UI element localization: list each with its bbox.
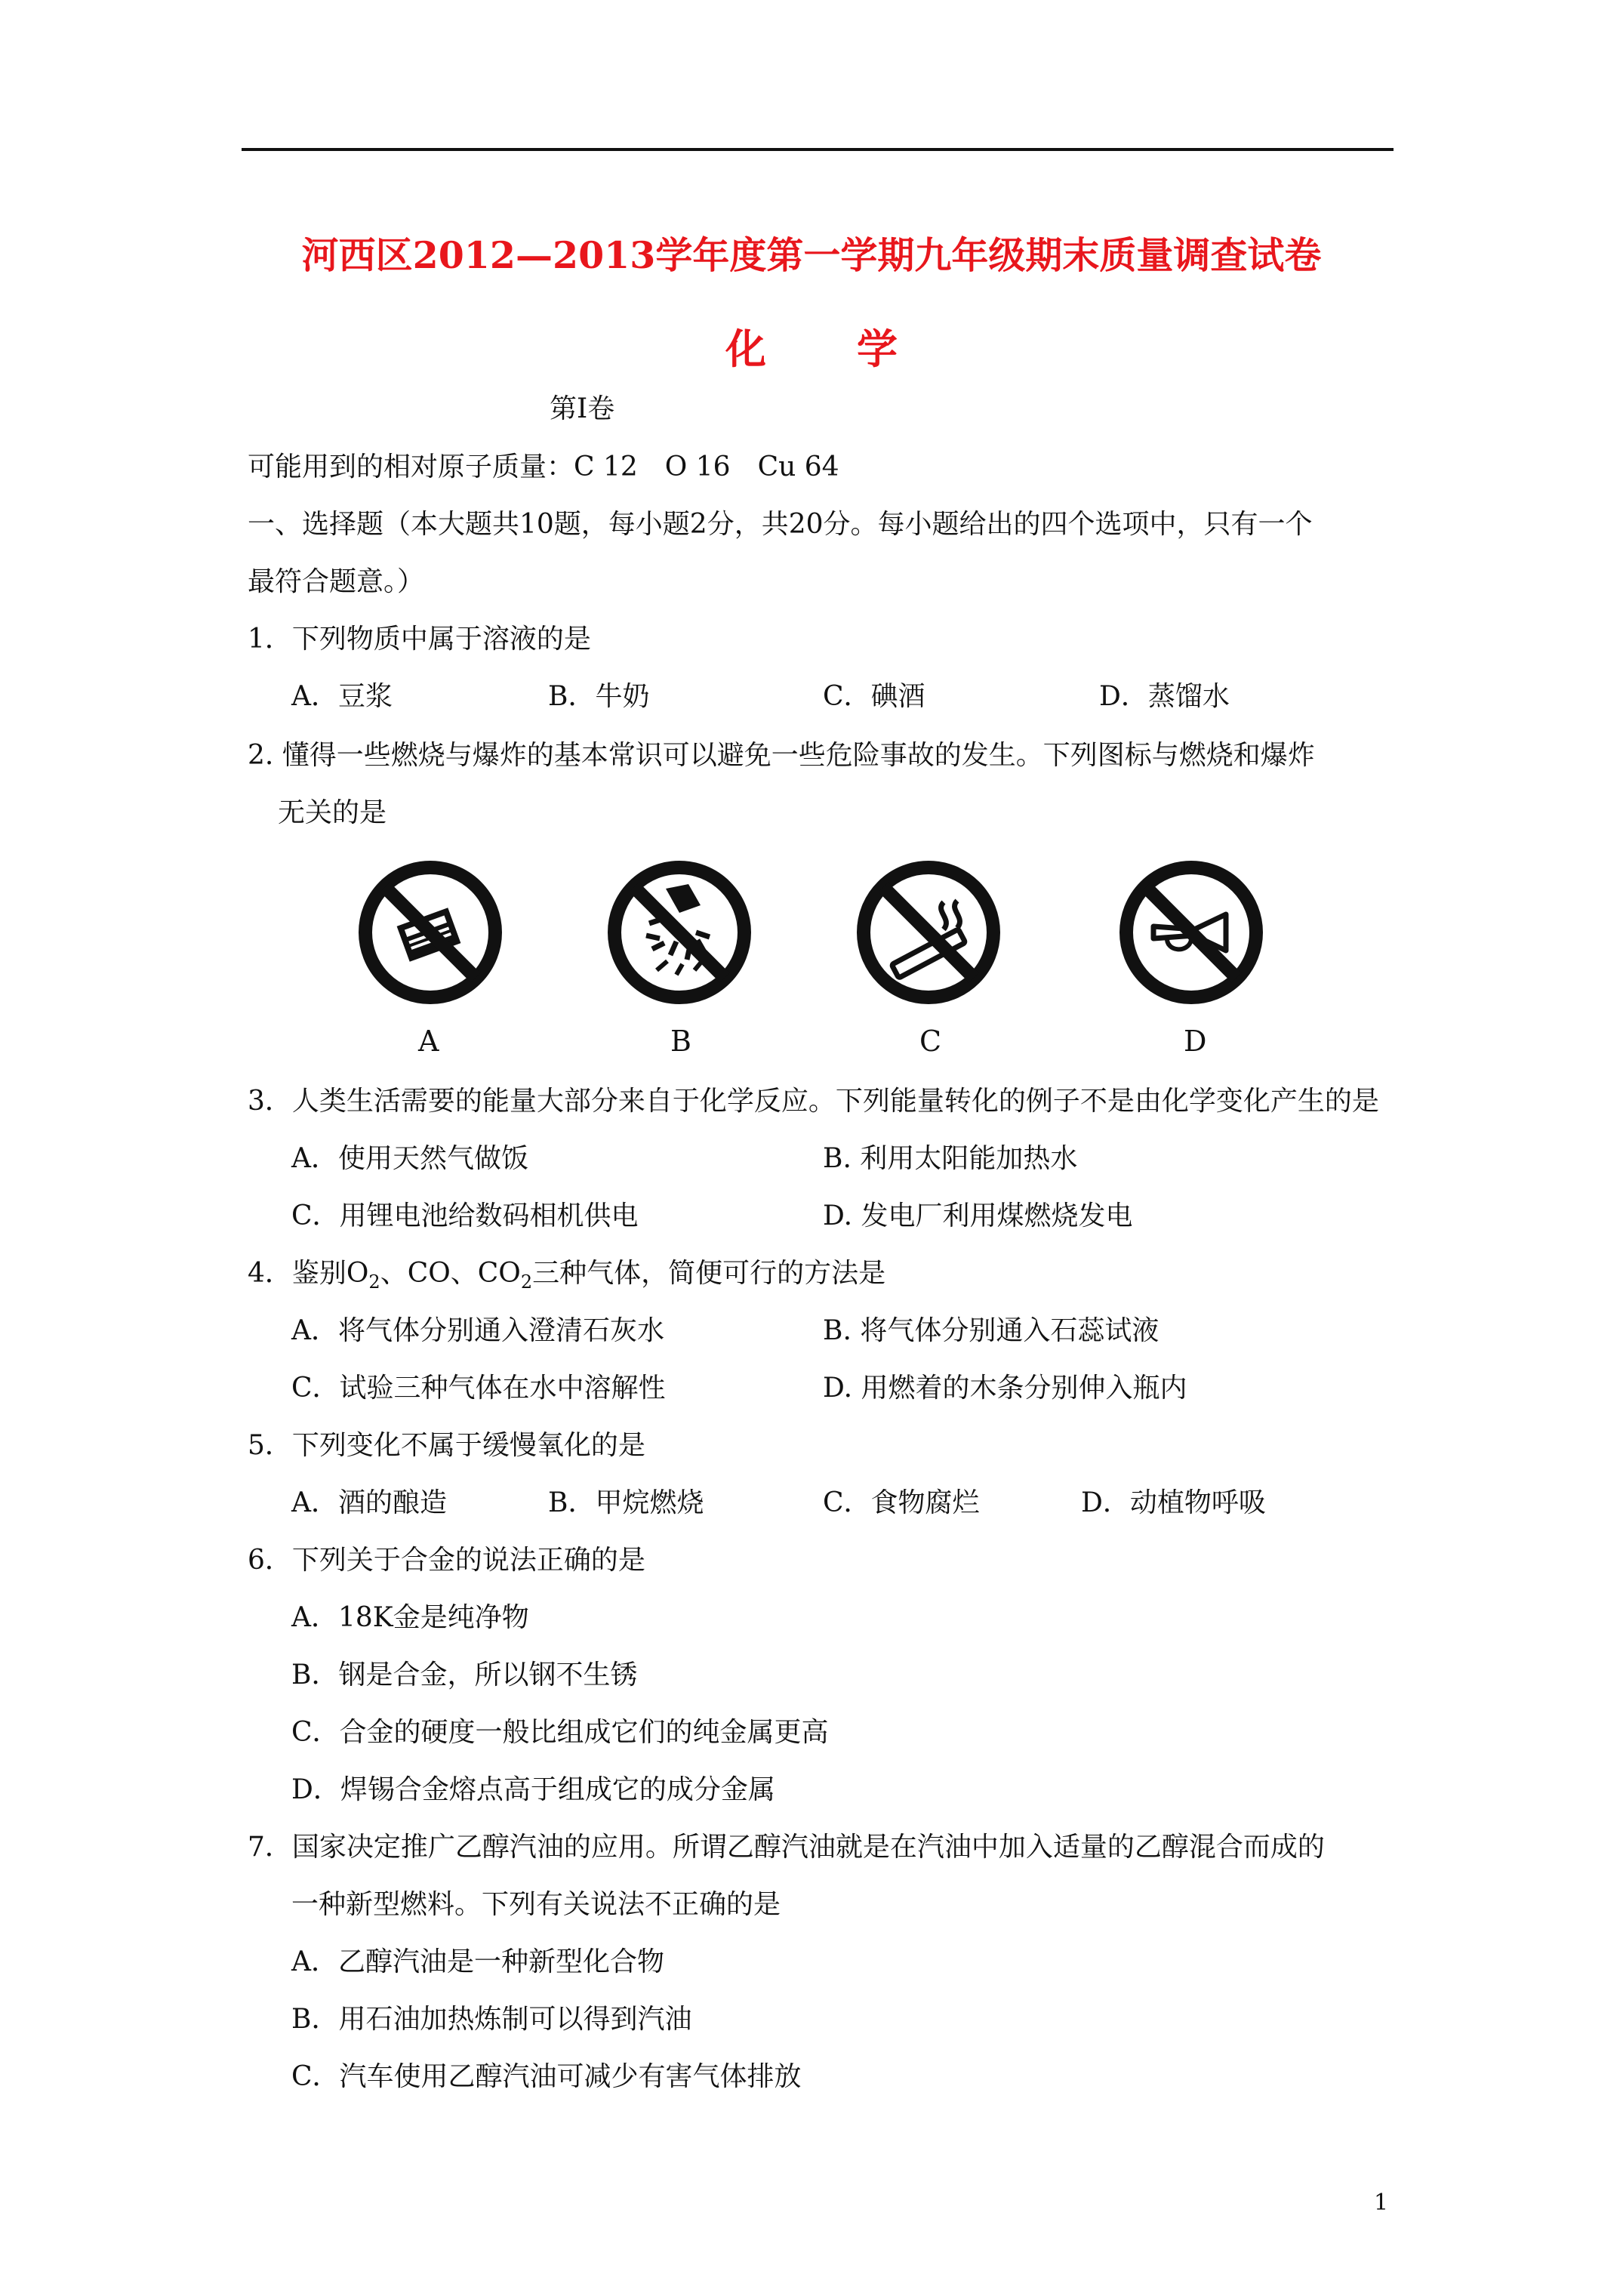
- subject-left: 化: [725, 325, 766, 373]
- no-horn-icon: [1116, 857, 1267, 1008]
- q6-option-d: D．焊锡合金熔点高于组成它的成分金属: [291, 1774, 775, 1805]
- q7-stem-1: 7．国家决定推广乙醇汽油的应用。所谓乙醇汽油就是在汽油中加入适量的乙醇混合而成的: [248, 1832, 1325, 1863]
- q7-option-c: C．汽车使用乙醇汽油可减少有害气体排放: [291, 2061, 802, 2092]
- q7-option-b: B．用石油加热炼制可以得到汽油: [291, 2004, 692, 2035]
- subject-right: 学: [857, 325, 898, 373]
- q2-label-c: C: [919, 1025, 942, 1058]
- q4-option-c: C．试验三种气体在水中溶解性: [291, 1373, 666, 1404]
- no-fireworks-icon: [604, 857, 755, 1008]
- no-smoking-icon: [853, 857, 1004, 1008]
- section-intro-1: 一、选择题（本大题共10题，每小题2分，共20分。每小题给出的四个选项中，只有一个: [248, 509, 1313, 540]
- subject-title: [0, 317, 1623, 375]
- q2-sign-row: [0, 857, 1623, 1058]
- q4-option-a: A．将气体分别通入澄清石灰水: [291, 1315, 664, 1346]
- q1-option-c: C．碘酒: [823, 681, 925, 712]
- q5-option-a: A．酒的酿造: [291, 1487, 447, 1518]
- exam-title: 河西区2012—2013学年度第一学期九年级期末质量调查试卷: [301, 233, 1322, 277]
- q3-option-d: D. 发电厂利用煤燃烧发电: [823, 1200, 1133, 1231]
- q2-stem-1: 2. 懂得一些燃烧与爆炸的基本常识可以避免一些危险事故的发生。下列图标与燃烧和爆炸: [248, 740, 1315, 771]
- q3-stem: 3．人类生活需要的能量大部分来自于化学反应。下列能量转化的例子不是由化学变化产生的是: [248, 1086, 1379, 1117]
- q7-option-a: A．乙醇汽油是一种新型化合物: [291, 1946, 664, 1977]
- q4-stem: 4．鉴别$O_2$、CO、$CO_2$三种气体，简便可行的方法是: [248, 1258, 886, 1293]
- q2-label-d: D: [1184, 1025, 1207, 1058]
- q6-option-a: A．18K金是纯净物: [291, 1602, 529, 1633]
- q4-option-d: D. 用燃着的木条分别伸入瓶内: [823, 1373, 1187, 1404]
- q5-stem: 5．下列变化不属于缓慢氧化的是: [248, 1430, 645, 1461]
- q6-option-c: C．合金的硬度一般比组成它们的纯金属更高: [291, 1717, 829, 1748]
- section-intro-2: 最符合题意。）: [248, 566, 425, 597]
- q3-option-c: C．用锂电池给数码相机供电: [291, 1200, 639, 1231]
- atomic-masses: 可能用到的相对原子质量：C 12 O 16 Cu 64: [248, 451, 839, 482]
- q1-option-d: D．蒸馏水: [1099, 681, 1230, 712]
- page-number: 1: [1374, 2190, 1389, 2216]
- q2-label-b: B: [670, 1025, 691, 1058]
- volume-label: 第Ⅰ卷: [550, 393, 615, 424]
- q2-label-a: A: [418, 1025, 439, 1058]
- q3-option-a: A．使用天然气做饭: [291, 1143, 528, 1174]
- q2-stem-2: 无关的是: [278, 797, 387, 828]
- header-rule: [242, 148, 1394, 151]
- q4-option-b: B. 将气体分别通入石蕊试液: [823, 1315, 1160, 1346]
- q7-stem-2: 一种新型燃料。下列有关说法不正确的是: [291, 1889, 781, 1920]
- q3-option-b: B. 利用太阳能加热水: [823, 1143, 1078, 1174]
- q5-option-d: D．动植物呼吸: [1081, 1487, 1266, 1518]
- q1-stem: 1．下列物质中属于溶液的是: [248, 624, 591, 655]
- no-matches-icon: [355, 857, 506, 1008]
- q5-option-b: B．甲烷燃烧: [548, 1487, 704, 1518]
- q1-option-b: B．牛奶: [548, 681, 650, 712]
- q6-stem: 6．下列关于合金的说法正确的是: [248, 1545, 645, 1576]
- q5-option-c: C．食物腐烂: [823, 1487, 980, 1518]
- q1-option-a: A．豆浆: [291, 681, 393, 712]
- q6-option-b: B．钢是合金，所以钢不生锈: [291, 1660, 638, 1690]
